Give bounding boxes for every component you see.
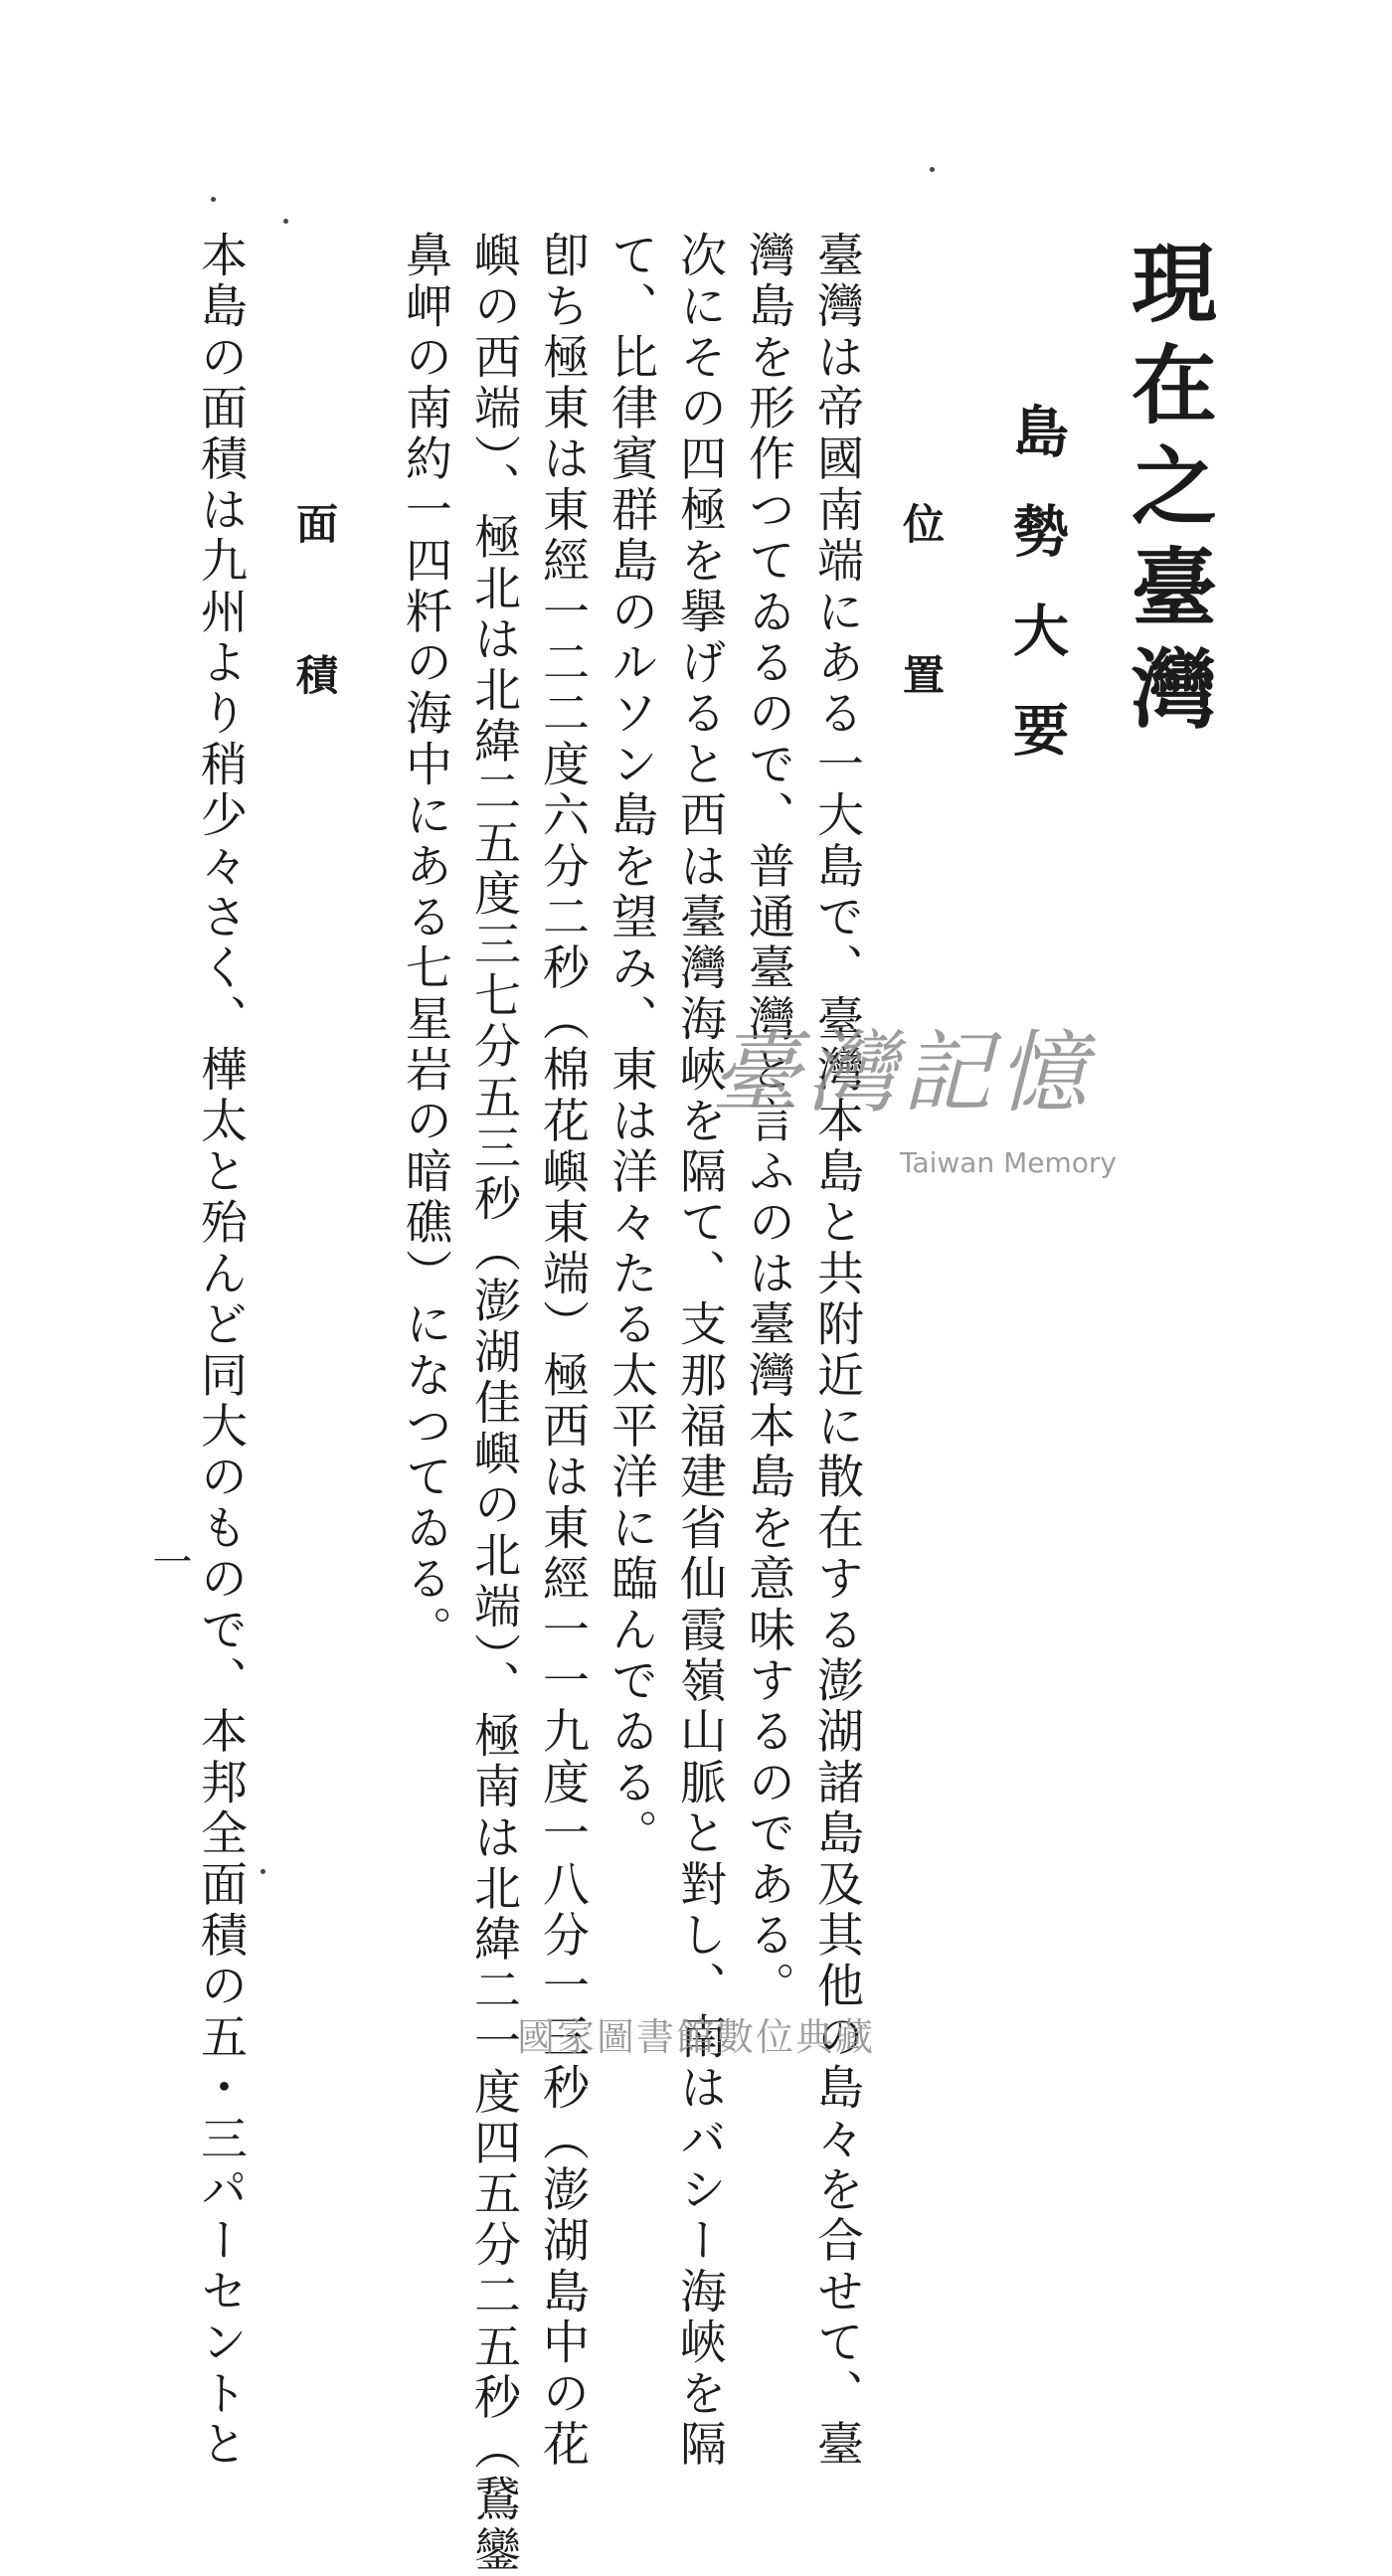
body-text-line: て、比律賓群島のルソン島を望み、東は洋々たる太平洋に臨んでゐる。 bbox=[604, 231, 658, 1860]
footer-credit: 國家圖書館數位典藏 bbox=[516, 2015, 875, 2059]
scan-speck bbox=[211, 197, 216, 202]
section-heading-position: 位置 bbox=[897, 502, 946, 804]
page-number: 一 bbox=[146, 1541, 192, 1581]
body-text-line: 臺灣は帝國南端にある一大島で、臺灣本島と共附近に散在する澎湖諸島及其他の島々を合せて、臺 bbox=[809, 231, 864, 2471]
section-heading-area: 面積 bbox=[290, 502, 339, 804]
page-title: 現在之臺灣 bbox=[1117, 239, 1217, 746]
body-text-line: 本島の面積は九州より稍少々さく、樺太と殆んど同大のもので、本邦全面積の五・三パーセントと bbox=[193, 231, 248, 2471]
body-text-line: 嶼の西端）、極北は北緯二五度三七分五三秒（澎湖佳嶼の北端）、極南は北緯二一度四五分二五秒（鵞鑾 bbox=[466, 231, 521, 2576]
body-text-line: 次にその四極を擧げると西は臺灣海峽を隔て、支那福建省仙霞嶺山脈と對し、南はバシー海峽を隔 bbox=[672, 231, 727, 2471]
body-text-line: 鼻岬の南約一四粁の海中にある七星岩の暗礁）になつてゐる。 bbox=[398, 231, 452, 1656]
body-text-line: 卽ち極東は東經一二二度六分二秒（棉花嶼東端）極西は東經一一九度一八分一三秒（澎湖島中の花 bbox=[535, 231, 590, 2471]
watermark-script-text: 臺灣記憶 bbox=[711, 1021, 1093, 1125]
chapter-heading: 島勢大要 bbox=[1004, 403, 1070, 800]
taiwan-memory-watermark bbox=[711, 1021, 1129, 1198]
scan-speck bbox=[930, 167, 935, 172]
scan-speck bbox=[261, 1869, 265, 1874]
body-text-line: 灣島を形作つてゐるので、普通臺灣と言ふのは臺灣本島を意味するのである。 bbox=[741, 231, 795, 2012]
scan-speck bbox=[283, 219, 288, 224]
watermark-latin-text: Taiwan Memory bbox=[900, 1146, 1117, 1179]
